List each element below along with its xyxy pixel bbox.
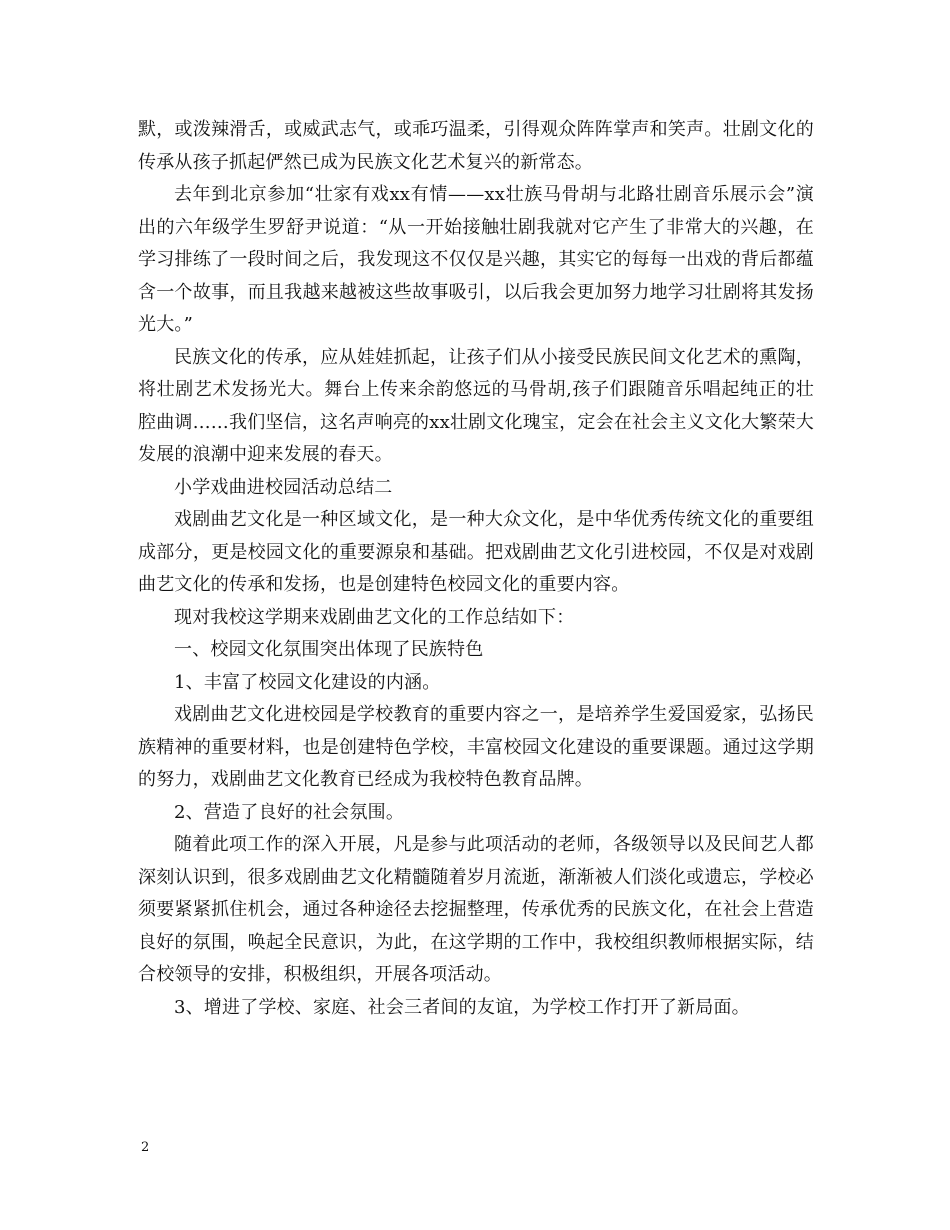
page-number: 2 xyxy=(141,1140,150,1155)
list-item: 1、丰富了校园文化建设的内涵。 xyxy=(174,671,441,693)
section-heading: 小学戏曲进校园活动总结二 xyxy=(174,476,393,498)
paragraph: 民族文化的传承，应从娃娃抓起，让孩子们从小接受民族民间文化艺术的熏陶，将壮剧艺术发扬光大。舞台上传来余韵悠远的马骨胡,孩子们跟随音乐唱起纯正的壮腔曲调……我们坚信，这名声响亮的xx壮剧文化瑰宝，定会在社会主义文化大繁荣大发展的浪潮中迎来发展的春天。 xyxy=(138,346,814,465)
subheading: 一、校园文化氛围突出体现了民族特色 xyxy=(174,639,484,660)
paragraph: 默，或泼辣滑舌，或威武志气，或乖巧温柔，引得观众阵阵掌声和笑声。壮剧文化的传承从孩子抓起俨然已成为民族文化艺术复兴的新常态。 xyxy=(138,119,814,173)
list-item: 3、增进了学校、家庭、社会三者间的友谊，为学校工作打开了新局面。 xyxy=(174,996,750,1018)
paragraph: 随着此项工作的深入开展，凡是参与此项活动的老师，各级领导以及民间艺人都深刻认识到，很多戏剧曲艺文化精髓随着岁月流逝，渐渐被人们淡化或遗忘，学校必须要紧紧抓住机会，通过各种途径去挖掘整理，传承优秀的民族文化，在社会上营造良好的氛围，唤起全民意识，为此，在这学期的工作中，我校组织教师根据实际，结合校领导的安排，积极组织，开展各项活动。 xyxy=(138,834,814,985)
body-text xyxy=(138,114,814,1024)
list-item: 2、营造了良好的社会氛围。 xyxy=(174,801,405,823)
paragraph: 现对我校这学期来戏剧曲艺文化的工作总结如下： xyxy=(174,606,575,628)
paragraph: 戏剧曲艺文化进校园是学校教育的重要内容之一，是培养学生爱国爱家，弘扬民族精神的重要材料，也是创建特色学校，丰富校园文化建设的重要课题。通过这学期的努力，戏剧曲艺文化教育已经成为我校特色教育品牌。 xyxy=(138,704,814,790)
paragraph: 戏剧曲艺文化是一种区域文化，是一种大众文化，是中华优秀传统文化的重要组成部分，更是校园文化的重要源泉和基础。把戏剧曲艺文化引进校园，不仅是对戏剧曲艺文化的传承和发扬，也是创建特色校园文化的重要内容。 xyxy=(138,509,814,595)
paragraph: 去年到北京参加“壮家有戏xx有情——xx壮族马骨胡与北路壮剧音乐展示会”演出的六年级学生罗舒尹说道：“从一开始接触壮剧我就对它产生了非常大的兴趣，在学习排练了一段时间之后，我发现这不仅仅是兴趣，其实它的每每一出戏的背后都蕴含一个故事，而且我越来越被这些故事吸引，以后我会更加努力地学习壮剧将其发扬光大。” xyxy=(138,184,814,335)
